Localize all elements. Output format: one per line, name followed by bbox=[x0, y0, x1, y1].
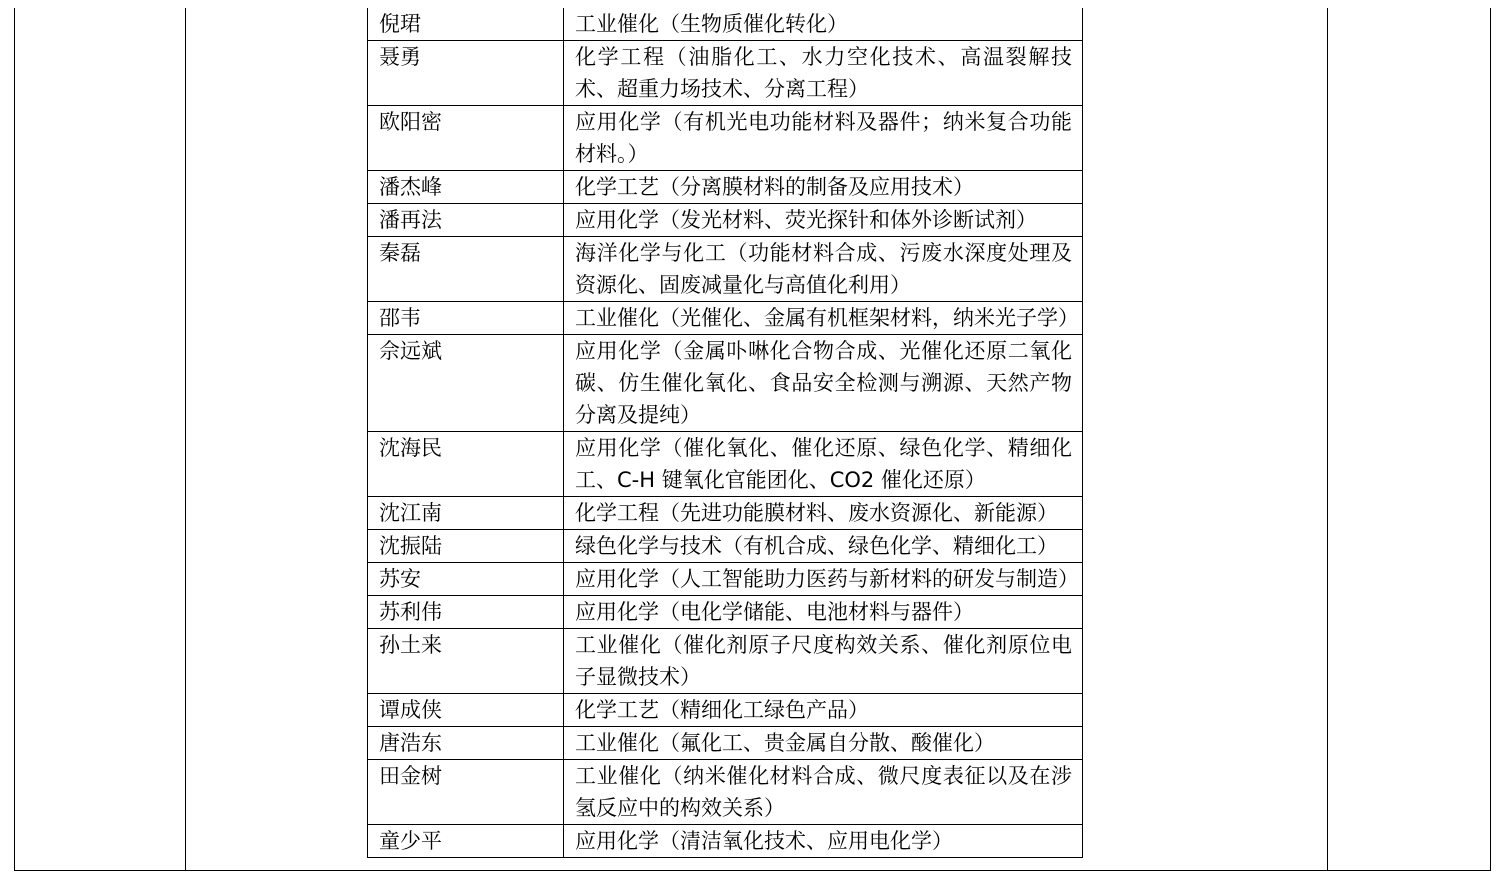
table-row bbox=[368, 171, 1083, 204]
supervisor-name: 田金树 bbox=[368, 760, 564, 825]
supervisor-name: 潘杰峰 bbox=[368, 171, 564, 204]
research-field: 应用化学（金属卟啉化合物合成、光催化还原二氧化碳、仿生催化氧化、食品安全检测与溯源、天然产物分离及提纯） bbox=[564, 335, 1083, 432]
table-row bbox=[368, 302, 1083, 335]
supervisor-name: 欧阳密 bbox=[368, 106, 564, 171]
table-row bbox=[368, 825, 1083, 858]
supervisor-name: 谭成侠 bbox=[368, 694, 564, 727]
table-row bbox=[368, 530, 1083, 563]
supervisor-name: 童少平 bbox=[368, 825, 564, 858]
table-row bbox=[368, 41, 1083, 106]
supervisor-name: 秦磊 bbox=[368, 237, 564, 302]
supervisor-name: 苏安 bbox=[368, 563, 564, 596]
supervisor-name: 孙土来 bbox=[368, 629, 564, 694]
research-field: 工业催化（光催化、金属有机框架材料，纳米光子学） bbox=[564, 302, 1083, 335]
supervisor-name: 沈江南 bbox=[368, 497, 564, 530]
table-row bbox=[368, 106, 1083, 171]
table-row bbox=[368, 497, 1083, 530]
supervisor-name: 邵韦 bbox=[368, 302, 564, 335]
supervisor-name: 佘远斌 bbox=[368, 335, 564, 432]
research-field: 工业催化（氟化工、贵金属自分散、酸催化） bbox=[564, 727, 1083, 760]
research-field: 工业催化（纳米催化材料合成、微尺度表征以及在涉氢反应中的构效关系） bbox=[564, 760, 1083, 825]
supervisor-name: 倪珺 bbox=[368, 8, 564, 41]
table-row bbox=[368, 204, 1083, 237]
research-field: 海洋化学与化工（功能材料合成、污废水深度处理及资源化、固废减量化与高值化利用） bbox=[564, 237, 1083, 302]
table-row bbox=[368, 432, 1083, 497]
research-field: 应用化学（清洁氧化技术、应用电化学） bbox=[564, 825, 1083, 858]
supervisor-table bbox=[367, 8, 1083, 858]
research-field: 应用化学（有机光电功能材料及器件；纳米复合功能材料。） bbox=[564, 106, 1083, 171]
research-field: 工业催化（生物质催化转化） bbox=[564, 8, 1083, 41]
research-field: 应用化学（电化学储能、电池材料与器件） bbox=[564, 596, 1083, 629]
supervisor-name: 沈海民 bbox=[368, 432, 564, 497]
table-row bbox=[368, 563, 1083, 596]
research-field: 化学工程（先进功能膜材料、废水资源化、新能源） bbox=[564, 497, 1083, 530]
column-divider bbox=[1327, 8, 1328, 871]
table-row bbox=[368, 694, 1083, 727]
research-field: 应用化学（催化氧化、催化还原、绿色化学、精细化工、C-H 键氧化官能团化、CO2 催化还原） bbox=[564, 432, 1083, 497]
supervisor-name: 苏利伟 bbox=[368, 596, 564, 629]
research-field: 化学工艺（精细化工绿色产品） bbox=[564, 694, 1083, 727]
research-field: 绿色化学与技术（有机合成、绿色化学、精细化工） bbox=[564, 530, 1083, 563]
table-row bbox=[368, 8, 1083, 41]
table-row bbox=[368, 760, 1083, 825]
table-row bbox=[368, 629, 1083, 694]
research-field: 化学工艺（分离膜材料的制备及应用技术） bbox=[564, 171, 1083, 204]
table-row bbox=[368, 727, 1083, 760]
supervisor-name: 唐浩东 bbox=[368, 727, 564, 760]
supervisor-name: 聂勇 bbox=[368, 41, 564, 106]
supervisor-name: 沈振陆 bbox=[368, 530, 564, 563]
supervisor-name: 潘再法 bbox=[368, 204, 564, 237]
research-field: 应用化学（人工智能助力医药与新材料的研发与制造） bbox=[564, 563, 1083, 596]
table-row bbox=[368, 237, 1083, 302]
research-field: 应用化学（发光材料、荧光探针和体外诊断试剂） bbox=[564, 204, 1083, 237]
table-row bbox=[368, 596, 1083, 629]
table-row bbox=[368, 335, 1083, 432]
column-divider bbox=[185, 8, 186, 871]
research-field: 化学工程（油脂化工、水力空化技术、高温裂解技术、超重力场技术、分离工程） bbox=[564, 41, 1083, 106]
research-field: 工业催化（催化剂原子尺度构效关系、催化剂原位电子显微技术） bbox=[564, 629, 1083, 694]
supervisor-table-body bbox=[368, 8, 1083, 858]
